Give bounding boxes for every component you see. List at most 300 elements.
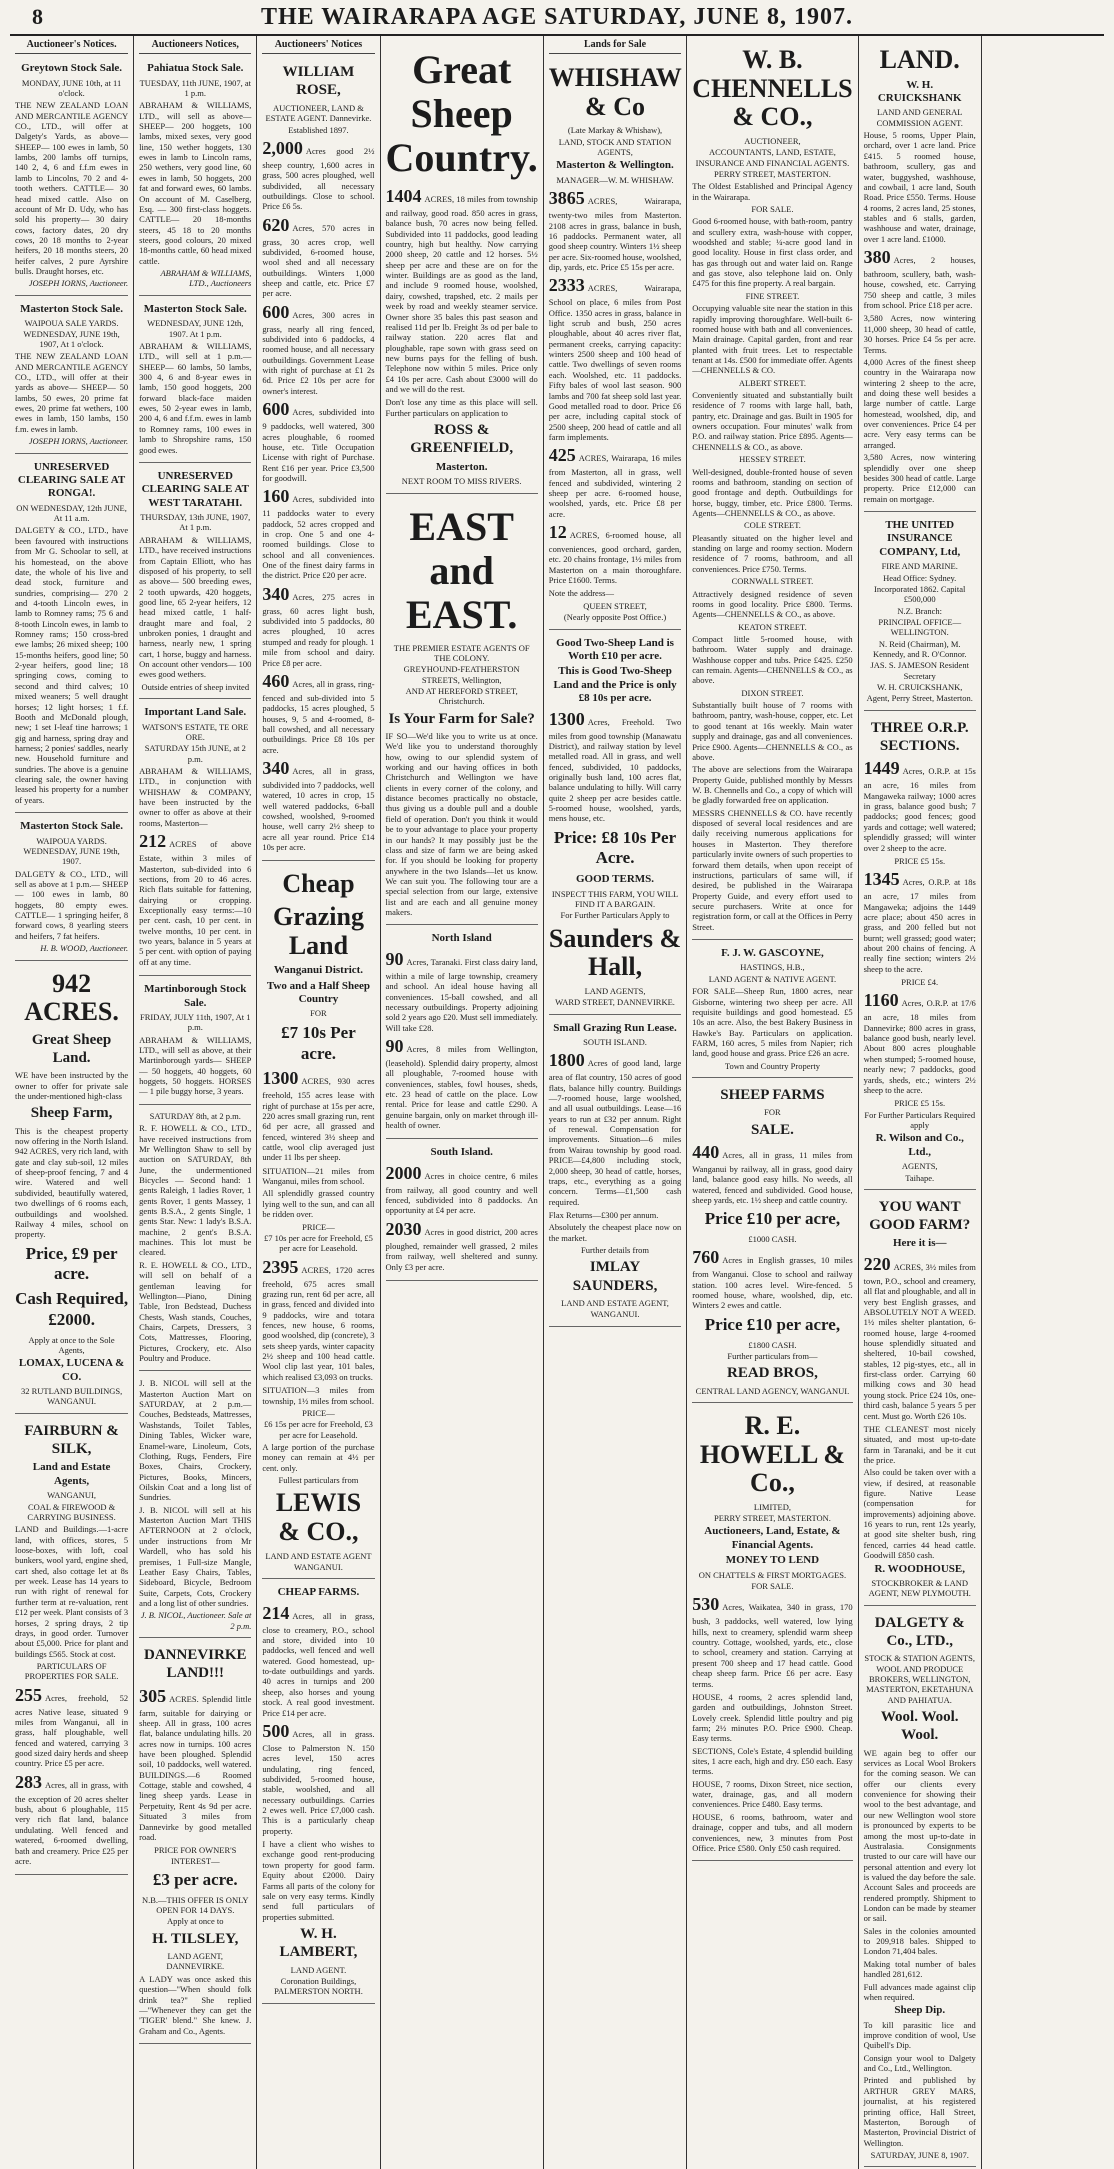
listing	[386, 949, 538, 1033]
ad-body: 3,580 Acres, now wintering 11,000 sheep, 30 head of cattle, 30 horses. Price £4 5s per acre. Terms.	[863, 313, 976, 355]
ad-agent-place: WANGANUI.	[590, 1309, 640, 1320]
howell-co-ad	[692, 1405, 852, 1861]
listing-acres: 2000	[385, 1162, 422, 1183]
ad-title: Martinborough Stock Sale.	[144, 983, 247, 1009]
ad-client: I have a client who wishes to exchange good rent-producing town property for good farm. Equity about £2000. Dairy Farms all parts of the colony for sale on very easy terms. Kindly send full particulars of properties submitted.	[262, 1839, 375, 1922]
east-and-east-ad	[386, 496, 538, 926]
ad-title-2: Grazing Land	[272, 902, 364, 960]
ad-address: NEXT ROOM TO MISS RIVERS.	[401, 476, 522, 487]
ad-tagline: THE PREMIER ESTATE AGENTS OF THE COLONY.	[393, 642, 530, 663]
column-header: Lands for Sale	[549, 39, 681, 54]
listing-text: Acres, Freehold. Two miles from good township (Manawatu District), and railway station by level metalled road. All in grass, and well fenced, subdivided, 10 paddocks, originally bush land, 100 acres flat, balance undulating to hilly. Will carry quite 2 sheep per acre besides cattle. 5-roomed house, woolshed, yards, mens house, etc.	[548, 716, 682, 824]
ad-further: For Further Particulars Required apply	[864, 1109, 976, 1130]
ad-role: LAND, STOCK AND STATION AGENTS,	[558, 136, 672, 158]
ad-agent-place: WANGANUI.	[294, 1561, 343, 1572]
listing	[262, 1068, 374, 1162]
listing	[139, 1686, 251, 1843]
ad-body: Compact little 5-roomed house, with bathroom. Water supply and drainage. Washhouse copper and tubs. Price £425. £250 can remain. Agents—CHENNELLS & CO., as above.	[692, 633, 853, 686]
ad-title: Good Two-Sheep Land is Worth £10 per acre.	[556, 636, 674, 662]
listing-acres: 90	[385, 1035, 404, 1056]
ad-title: W. B. CHENNELLS & CO.,	[692, 45, 853, 132]
chennells-ad	[692, 39, 852, 940]
ad-place: Masterton & Wellington.	[556, 159, 674, 172]
listing	[262, 215, 374, 299]
great-sheep-country-ad	[386, 39, 538, 494]
ad-agent-sub: CENTRAL LAND AGENCY, WANGANUI.	[695, 1385, 850, 1396]
ad-money: MONEY TO LEND	[725, 1554, 820, 1567]
street-heading: ALBERT STREET.	[738, 377, 807, 388]
listing-text: ACRES, Wairarapa, 16 miles from Masterton, all in grass, well fenced and subdivided, wintering 2 sheep per acre. 6-roomed house, woolshed, yards, etc. Price £8 per acre.	[548, 453, 682, 519]
ad-title: UNRESERVED CLEARING SALE AT WEST TARATAHI.	[141, 469, 249, 509]
ad-body: ABRAHAM & WILLIAMS, LTD., in conjunction with WHISHAW & COMPANY, have been instructed by the owner to offer as above at their rooms, Masterton—	[139, 766, 252, 828]
listing-acres: 212	[139, 831, 167, 852]
ad-subtitle: WATSON'S ESTATE, TE ORE ORE.	[142, 721, 249, 742]
listing	[139, 831, 251, 967]
listing	[262, 1603, 374, 1718]
ad-signature: J. B. NICOL, Auctioneer. Sale at 2 p.m.	[140, 1610, 252, 1631]
listing-acres: 2,000	[262, 137, 303, 158]
listing-acres: 380	[863, 247, 891, 268]
listing-acres: 12	[548, 522, 567, 543]
ad-title: DALGETY & Co., LTD.,	[874, 1614, 965, 1649]
listing-acres: 500	[262, 1720, 290, 1741]
ad-agent: READ BROS,	[727, 1365, 818, 1382]
listing-text: ACRES, 1720 acres freehold, 675 acres small grazing run, rent 6d per acre, all in grass, fenced and divided into 9 paddocks, wire and totara fences, new house, 6 rooms, good woolshed, dip (concrete), 3 sets sheep yards, winter capacity 2½ sheep and 100 head cattle. Wool clip last year, 101 bales, which realised £3,093 on trucks.	[262, 1264, 375, 1382]
ad-date: THURSDAY, 13th JUNE, 1907, At 1 p.m.	[140, 512, 251, 533]
greytown-stock-sale	[15, 57, 128, 296]
dannevirke-land-ad	[139, 1640, 251, 2044]
ad-agent-sub: LAND AND ESTATE AGENT	[265, 1550, 372, 1561]
listing-acres: 1800	[548, 1050, 585, 1071]
listing-acres: 1449	[863, 758, 900, 779]
ad-town: Town and Country Property	[724, 1060, 820, 1071]
ad-address: 32 RUTLAND BUILDINGS, WANGANUI.	[20, 1386, 123, 1407]
ad-place: Taihape.	[905, 1172, 935, 1183]
ad-agents: LOMAX, LUCENA & CO.	[18, 1357, 125, 1383]
ad-title: Masterton Stock Sale.	[20, 820, 124, 833]
listing-text: Acres good 2½ sheep country, 1,600 acres in grass, 500 acres ploughed, well subdivided, all necessary outbuildings. Close to school. Price £6 5s.	[262, 145, 375, 212]
ad-body: THE NEW ZEALAND LOAN AND MERCANTILE AGENCY CO., LTD., will offer at Dalgety's Yards, as above— SHEEP— 100 ewes in lamb, 50 lambs, 200 lambs off turnips, 140 2, 4, 6 and f.f.m ewes in lamb to Lincolns, 70 2 and 4-tooth wethers. CATTLE— 30 head mixed cattle. Also on account of Mr D. Udy, who has sold his property— 30 dairy cows, factory dates, 20 dry cows, 20 18 months to 2-year heifers, 20 18 months steers, 20 heifer calves, 2 pure Ayrshire bulls. Draught horses, etc.	[15, 100, 129, 277]
ad-established: Established 1897.	[288, 124, 349, 135]
ad-title: Great Sheep Country.	[385, 47, 538, 180]
ad-title: Pahiatua Stock Sale.	[147, 62, 244, 75]
column-header: Auctioneer's Notices.	[15, 39, 128, 54]
listing-text: Acres, freehold, 52 acres Native lease, situated 9 miles from Wanganui, all in grass, half ploughable, well fenced and watered, carrying 3 good sized dairy herds and sheep country. Price £5 per acre.	[15, 1692, 129, 1769]
ad-selection: The above are selections from the Wairarapa Property Guide, published monthly by Messrs W. B. Chennells and Co., a copy of which will be gladly forwarded free on application.	[692, 764, 853, 806]
ad-title: CHEAP FARMS.	[277, 1586, 360, 1599]
listing-text: Acres, all in grass, ring-fenced and sub-divided into 5 paddocks, 15 acres ploughed, 5 houses, 9, 5 and 4-roomed, 8-ball cowshed, and all necessary outbuildings. Price £8 10s per acre.	[262, 678, 375, 755]
listing-acres: 1300	[262, 1068, 299, 1089]
listing-text: Acres in good district, 200 acres ploughed, remainder well grassed, 2 miles from railway, well sheltered and sunny. Only £3 per acre.	[385, 1226, 538, 1272]
listing	[549, 709, 681, 824]
ad-signature: JOSEPH IORNS, Auctioneer.	[28, 436, 129, 447]
small-grazing-run-ad	[549, 1017, 681, 1327]
ad-title: THE UNITED INSURANCE COMPANY, Ltd,	[879, 518, 961, 558]
ad-inspect: INSPECT THIS FARM, YOU WILL FIND IT A BARGAIN.	[551, 888, 679, 909]
listing-text: ACRES, 3½ miles from town, P.O., school and creamery, all flat and ploughable, and all in very best English grasses, and ABSOLUTELY NOT A WEED. 1½ miles shelter plantation, 6-roomed house, large 4-roomed house splendidly situated and sheltered, 10-bail cowshed, stables, 12 pig-styes, etc., all in first-class order. Carrying 60 milking cows and 30 head young stock. Price £24 10s, one-third cash, balance 5 years 5 per cent. Must go. Worth £26 10s.	[863, 1261, 976, 1421]
listing	[262, 1721, 374, 1836]
ad-role: LAND AND GENERAL COMMISSION AGENT.	[876, 107, 963, 128]
ad-agent: W. H. LAMBERT,	[279, 1925, 358, 1961]
ad-body: SECTIONS, Cole's Estate, 4 splendid building sites, 1 acre each, high and dry. £50 each. Easy terms.	[692, 1745, 853, 1777]
listing-acres: 160	[262, 486, 290, 507]
listing	[262, 671, 374, 755]
listing-text: Acres, O.R.P. at 18s an acre, 17 miles from Mangaweka; adjoins the 1449 acre place; about 450 acres in grass, and 200 felled but not burnt; well grassed; good water; about 200 chains of fencing. A really fine section; winters 2½ sheep to the acre.	[863, 877, 976, 974]
listing-acres: 460	[262, 670, 290, 691]
column-header: Auctioneers' Notices	[262, 39, 374, 54]
listing	[864, 758, 976, 852]
ad-date: ON WEDNESDAY, 12th JUNE, At 11 a.m.	[16, 502, 127, 524]
ad-agent-sub: AGENTS,	[901, 1161, 938, 1172]
listing	[864, 1254, 976, 1421]
ad-date: WAIPOUA YARDS. WEDNESDAY, JUNE 19th, 1907.	[23, 835, 120, 867]
listing-acres: 530	[692, 1594, 720, 1615]
imprint-date: SATURDAY, JUNE 8, 1907.	[870, 2149, 969, 2160]
two-sheep-land-ad	[549, 632, 681, 1015]
masterton-stock-sale	[139, 298, 251, 463]
listing-text: Acres, 300 acres in grass, nearly all ring fenced, subdivided into 6 paddocks, 4 roomed house, and all necessary outbuildings. Government Lease with right of purchase at £1 2s 6d. Price £2 10s per acre for owner's interest.	[262, 309, 375, 396]
ad-body: ABRAHAM & WILLIAMS, LTD., will sell as above— SHEEP— 200 hoggets, 100 lambs, mixed sexes, very good line, 150 wether hoggets, 130 ewes in lamb to Lincoln rams, 250 wethers, very good line, 60 ewes in lamb, 50 hoggets, 200 fat and forward ewes, 60 lambs. On account of M. Caselberg, Esq. — 300 first-class hoggets. CATTLE— 20 18-months steers, 45 18 to 20 months steers, good colours, 20 mixed 18-months cattle, 60 head mixed cattle.	[139, 100, 252, 266]
ad-address-sub: (Nearly opposite Post Office.)	[563, 612, 667, 623]
listing-text: Acres, 570 acres in grass, 30 acres crop, well subdivided, 6-roomed house, wool shed and all necessary outbuildings. Winters 1,000 sheep and cattle, etc. Price £7 per acre.	[262, 222, 375, 299]
column-6	[686, 36, 857, 2169]
ad-date: FRIDAY, JULY 11th, 1907, At 1 p.m.	[140, 1011, 251, 1033]
ad-body: HOUSE, 6 rooms, bathroom, water and drainage, copper and tubs, and all modern conveniences, new, 3 minutes from Post Office. Price £580. Only £50 cash required.	[692, 1811, 853, 1853]
ad-wool: Wool. Wool. Wool.	[880, 1709, 959, 1744]
ad-further: Further particulars from—	[727, 1350, 818, 1361]
pahiatua-stock-sale	[139, 57, 251, 296]
street-heading: COLE STREET.	[743, 520, 801, 531]
ad-manager: MANAGER—W. M. WHISHAW.	[556, 174, 674, 185]
ad-farm: Sheep Farm,	[30, 1105, 113, 1122]
imprint: Printed and published by ARTHUR GREY MARS, journalist, at his registered printing office, Hall Street, Masterton, Borough of Masterton, Provincial District of Wellington.	[863, 2075, 976, 2148]
ad-role: LAND AGENT & NATIVE AGENT.	[708, 973, 837, 984]
listing-text: ACRES, 18 miles from township and railway, good road. 850 acres in grass, balance bush, 70 acres now being felled. Subdivided into 11 paddocks, good leading country, high but healthy. Now carrying 2000 sheep, 20 cattle and 12 horses. 5½ sheep per acre and these are on for the winter. Buildings are as good as the land, and include 9 roomed house, woolshed, dairy, cowshed, trapshed, etc. 2 mails per week by road and weekly steamer service. Owner shore 35 bales this past season and realised 11d per lb. Freight 3s od per bale to railway station. 220 acres flat and ploughable, rape sown with grass seed on new burns pays for the felling of bush. Telephone now within 5 miles. Price only £4 10s per acre. Cash about £3000 will do and we will do the rest.	[385, 194, 538, 395]
ad-role: ACCOUNTANTS, LAND, ESTATE, INSURANCE AND FINANCIAL AGENTS.	[695, 147, 850, 168]
ad-body: J. B. NICOL will sell at the Masterton Auction Mart on SATURDAY, at 2 p.m.—Couches, Bedsteads, Mattresses, Washstands, Toilet Tables, Dining Tables, Wicker ware, Enamel-ware, Linoleum, Cots, Clothing, Rugs, Fenders, Fire Boxes, Chairs, Crockery, Pictures, Books, Mincers, Oilskin Coat and a long list of Sundries.	[139, 1378, 252, 1503]
ad-agent: Saunders & Hall,	[548, 923, 682, 982]
listing-text: Acres, subdivided into 9 paddocks, well watered, 300 acres ploughable, 6 roomed house, etc. Title Occupation License with right of Purchase. Rent £16 per year. Price £3,500 for goodwill.	[262, 407, 375, 483]
ad-address-1: GREYHOUND-FEATHERSTON STREETS, Wellington,	[403, 664, 520, 685]
south-island-listings	[386, 1141, 538, 1280]
ad-here: Here it is—	[892, 1237, 947, 1250]
listing-acres: 2030	[385, 1218, 422, 1239]
listing-acres: 340	[262, 757, 290, 778]
ad-agent-address: LAND AGENT, DANNEVIRKE.	[166, 1951, 225, 1972]
street-heading: CORNWALL STREET.	[731, 576, 814, 587]
ad-subtitle: LIMITED,	[753, 1501, 791, 1512]
ad-title: DANNEVIRKE LAND!!!	[144, 1647, 247, 1682]
ad-agent-address: WARD STREET, DANNEVIRKE.	[555, 997, 675, 1008]
cheap-grazing-ad	[262, 863, 374, 1579]
nicol-auction	[139, 1373, 251, 1638]
ad-place: Masterton.	[435, 460, 488, 473]
ad-place: WANGANUI,	[47, 1490, 97, 1501]
ad-price-label: PRICE—	[302, 1221, 335, 1232]
ad-address-2: AND AT HEREFORD STREET, Christchurch.	[405, 685, 518, 707]
listing-acres: 255	[15, 1684, 42, 1705]
listing-text: ACRES, Wairarapa, School on place, 6 miles from Post Office. 1350 acres in grass, balance in light scrub and bush, 250 acres ploughable, about 40 acres river flat, permanent creeks, carrying capacity: winters 2500 sheep and 100 head of cattle. Two dwellings of seven rooms each. Woolshed, etc. 11 paddocks. Fifty bales of wool last season. 900 lambs and 700 fat sheep sold last year. Good metalled road to door. Price £6 per acre, including capital stock of 2500 sheep, 200 head of cattle and all farm implements.	[548, 283, 682, 442]
william-rose-ad	[262, 57, 374, 861]
listing-acres: 340	[262, 583, 290, 604]
column-5	[543, 36, 686, 2169]
masterton-stock-sale	[15, 298, 128, 454]
ad-body: Pleasantly situated on the higher level and standing on large and roomy section. Modern residence of 7 rooms, bathroom, and all conveniences. Price £750. Terms.	[692, 532, 853, 574]
ad-cleanest: THE CLEANEST most nicely situated, and most up-to-date farm in Taranaki, and be it cut the price.	[863, 1423, 976, 1465]
good-farm-ad	[864, 1192, 976, 1606]
ad-body: WE again beg to offer our services as Local Wool Brokers for the coming season. We can offer our clients every convenience for showing their wool to the best advantage, and our new Wellington wool store is pronounced by experts to be among the most up-to-date in Australasia. Consignments trusted to our care will have our personal attention and every lot is valued the day before the sale. Account Sales and proceeds are rendered promptly. Shipment to London can be made by steamer or sail.	[863, 1747, 976, 1924]
listing-acres: 1345	[863, 869, 900, 890]
column-7	[858, 36, 981, 2169]
ad-agent: LEWIS & CO.,	[275, 1488, 362, 1546]
ad-address: PERRY STREET, MASTERTON.	[713, 168, 831, 179]
ad-title: WHISHAW & Co	[548, 63, 682, 121]
street-heading: HESSEY STREET.	[739, 454, 806, 465]
ad-title: R. E. HOWELL & Co.,	[699, 1410, 846, 1498]
ad-further: Further details from	[581, 1245, 650, 1256]
listing	[692, 1142, 852, 1205]
ad-subtitle: Land and Estate Agents,	[32, 1461, 111, 1487]
listing-text: Acres, all in grass, close to creamery, P.O., school and store, divided into 10 paddocks, well fenced and well watered. Good homestead, up-to-date outbuildings and yards. 40 acres in turnips and 200 sheep, also horses and young stock. A real good investment. Price £14 per acre.	[262, 1610, 375, 1718]
ad-address: PERRY STREET, MASTERTON.	[713, 1513, 831, 1524]
ad-price: PRICE £4.	[901, 977, 939, 988]
ad-body: HOUSE, 7 rooms, Dixon Street, nice section, water, drainage, gas, and all modern conveniences. Price £480. Easy terms.	[692, 1778, 853, 1810]
ad-agent-sub: LAND AGENT.	[290, 1964, 347, 1975]
listing-acres: 3865	[548, 188, 585, 209]
column-3	[256, 36, 379, 2169]
ad-for: FOR	[764, 1107, 781, 1118]
ad-title: Greytown Stock Sale.	[21, 62, 123, 75]
ad-date: SATURDAY 8th, at 2 p.m.	[149, 1110, 241, 1121]
listing-acres: 2395	[262, 1256, 299, 1277]
north-island-listings	[386, 927, 538, 1139]
ad-sales: Sales in the colonies amounted to 209,918 bales. Shipped to London 71,404 bales.	[863, 1925, 976, 1957]
ad-signature: JOSEPH IORNS, Auctioneer.	[28, 278, 129, 289]
ad-people: N. Reid (Chairman), M. Kennedy, and R. O'Connor.	[872, 638, 967, 660]
ad-price: Price: £8 10s Per Acre.	[553, 827, 677, 868]
united-insurance-ad	[864, 514, 976, 711]
ad-advances: Full advances made against clip when required.	[863, 1981, 976, 2002]
ad-body: ABRAHAM & WILLIAMS, LTD., have received instructions from Captain Elliott, who has disposed of his property, to sell as above— 500 breeding ewes, 2 tooth upwards, 420 hoggets, good line, 65 2-year heifers, 12 head mixed cattle, 1 half-draught mare and foal, 2 unbroken ponies, 1 draught and harness, nearly new, 1 spring cart, 1 horse, buggy and harness. On account other vendors— 100 ewes good wethers.	[139, 534, 252, 680]
listing	[549, 445, 681, 519]
ad-making: Making total number of bales handled 281,612.	[863, 1958, 976, 1980]
ad-price: PRICE £5 15s.	[894, 1098, 946, 1109]
ad-title: FAIRBURN & SILK,	[24, 1422, 119, 1458]
ad-oldest: The Oldest Established and Principal Agency in the Wairarapa.	[692, 181, 853, 202]
ad-body: This is the cheapest property now offering in the North Island. 942 ACRES, very rich land, with gate and clay sub-soil, 12 miles of sheep-proof fencing, 7 and 4 wire. Watered and well subdivided, beautifully watered, two dwellings of 6 rooms each, outbuildings and woolshed. Railway 4 miles, school on property.	[15, 1125, 129, 1240]
ad-body: Occupying valuable site near the station in this rapidly improving thoroughfare. Well-built 6-roomed house with bath and all conveniences. Main drainage. Capital garden, front and rear planted with fruit trees. Let to respectable tenant at 14s. £500 for immediate offer. Agents—CHENNELLS & CO.	[692, 303, 853, 376]
ad-price: Price £10 per acre,	[704, 1209, 841, 1229]
listing-acres: 2333	[548, 275, 585, 296]
listing-text: ACRES of above Estate, within 3 miles of Masterton, sub-divided into 6 sections, from 20 to 46 acres. Rich flats suitable for fattening, dairying or cropping. Exceptionally easy terms:—10 per cent. cash, 10 per cent. in twelve months, 10 per cent. in two years, balance in 5 years at 5 per cent. with option of paying off at any time.	[139, 839, 252, 967]
listing	[692, 1247, 852, 1310]
ad-price: Price £10 per acre,	[704, 1314, 841, 1334]
ad-cash: £1800 CASH.	[748, 1339, 797, 1350]
listing	[386, 186, 538, 394]
listing	[262, 399, 374, 483]
ad-title: Masterton Stock Sale.	[20, 302, 124, 315]
listing	[262, 486, 374, 580]
listing-text: Acres in English grasses, 10 miles from Wanganui. Close to school and railway station. 100 acres level. Wire-fenced. 5 roomed house, whare, woolshed, dip, etc. Winters 2 ewes and cattle.	[692, 1255, 853, 1311]
ad-agent-address: Agent, Perry Street, Masterton.	[866, 693, 973, 704]
ad-price: £7 10s Per acre.	[281, 1022, 356, 1063]
ad-cash: Cash Required, £2000.	[15, 1289, 129, 1329]
listing-acres: 1160	[863, 990, 899, 1011]
ad-graze: All splendidly grassed country lying well to the sun, and can all be ridden over.	[262, 1188, 375, 1220]
ad-signature: ABRAHAM & WILLIAMS, LTD., Auctioneers	[160, 268, 252, 289]
ad-price-label: PRICE—	[302, 1407, 335, 1418]
ad-for: FOR	[310, 1008, 327, 1019]
ad-title: Cheap	[282, 869, 355, 899]
ad-signature: H. B. WOOD, Auctioneer.	[40, 943, 129, 954]
listing	[864, 247, 976, 310]
ad-title: WILLIAM ROSE,	[282, 64, 355, 99]
ad-body: THE NEW ZEALAND LOAN AND MERCANTILE AGENCY CO., LTD., will offer at their yards as above— SHEEP— 50 lambs, 50 ewes, 20 prime fat ewes, 20 prime fat wethers, 100 ewes in lamb, 150 lambs, 150 f.m. ewes in lamb.	[15, 351, 129, 434]
listing-acres: 760	[692, 1247, 720, 1268]
ad-price: PRICE £5 15s.	[894, 855, 946, 866]
ad-flax: Flax Returns—£300 per annum.	[548, 1210, 659, 1220]
listing-text: Acres, all in grass, 11 miles from Wanganui by railway, all in grass, good dairy land, balance good easy hills. No weeds, all watered, fenced and subdivided. Good house, sheep yards, etc. 1½ sheep and cattle country.	[692, 1149, 853, 1205]
ad-body: ABRAHAM & WILLIAMS, LTD., will sell as above, at their Martinborough yards— SHEEP— 50 hoggets, 40 hoggets, 60 hoggets, 50 hoggets. HORSES— 1 pile buggy horse, 3 years.	[139, 1034, 252, 1097]
ad-agent: ROSS & GREENFIELD,	[410, 422, 514, 457]
street-heading: DIXON STREET.	[741, 687, 804, 698]
ad-consign: Consign your wool to Dalgety and Co., Ltd., Wellington.	[863, 2052, 976, 2074]
fairburn-silk-ad	[15, 1416, 128, 1875]
ad-agent: W. H. CRUICKSHANK,	[877, 682, 963, 693]
cheap-farms-ad	[262, 1581, 374, 2003]
ad-body: DALGETY & CO., LTD., have been favoured with instructions from Mr G. Schoolar to sell, at his homestead, on the above date, the whole of his live and dead stock, furniture and sundries, comprising— 270 2 and 4-tooth Lincoln ewes, in lamb to Romney rams; 75 6 and 8-tooth Lincoln ewes, in lamb to Romney rams; 150 cross-bred ewe lambs; 26 mixed sheep; 100 15-months heifers, good line; 50 2-year heifers, good line; 18 springing cows, coming to second and third calves; 10 mixed weaners; 5 well draught horses; 12 light horses; 1 f.f. Booth and McDonald plough, new; 1 set I-leaf tine harrows; 1 gig and harness, spring dray and harness; 2 ponies' saddles, nearly new. Household furniture and sundries. The above is a genuine clearing sale, the owner having leased his property for a number of years.	[15, 525, 129, 805]
listing-text: Acres, 2 houses, bathroom, scullery, bath, wash-house, cowshed, etc. Carrying 750 sheep and cattle, 3 miles from school. Price £18 per acre.	[863, 255, 976, 311]
ad-body: Substantially built house of 7 rooms with bathroom, pantry, wash-house, copper, etc. Let to good tenant at 16s weekly. Main water supply and drainage, gas and all conveniences. Price £900. Agents—CHENNELLS & CO., as above.	[692, 700, 853, 762]
ad-body: Attractively designed residence of seven rooms in good locality. Price £800. Terms. Agents—CHENNELLS & CO., as above.	[692, 588, 853, 620]
ad-agent-sub: LAND AGENTS,	[584, 985, 646, 996]
listing-text: Acres, O.R.P. at 15s an acre, 16 miles from Mangaweka railway; 1000 acres in grass, balance good bush; 7 paddocks; good fences; good yards and cottage; well watered; splendidly grassed; will winter over 2 sheep to the acre.	[863, 766, 976, 853]
ad-agent-address: Coronation Buildings, PALMERSTON NORTH.	[274, 1975, 363, 1997]
column-1	[10, 36, 133, 2169]
ad-title: Masterton Stock Sale.	[143, 302, 247, 315]
ad-place: SOUTH ISLAND.	[583, 1037, 647, 1048]
ad-body: IF SO—We'd like you to write us at once. We'd like you to understand thoroughly how, owing to our splendid system of working and our having offices in both Christchurch and Wellington we have clients in every corner of the colony, and distance becomes practically no obstacle, thus giving us a double pull and a double field of operation. Don't you think it would be to your advantage to place your property in our hands? It may possibly just be the class and size of farm we are being asked for. If you should be looking for property anywhere in the two Islands—let us know. We can suit you. The following tour are a special selection from our large, extensive list and are each and all genuine money makers.	[385, 730, 538, 918]
listing-text: Acres, subdivided into 11 paddocks water to every paddock, 52 acres cropped and in crop. One 5 and one 4-roomed buildings. Close to school and all conveniences. One of the finest dairy farms in the district. Price £20 per acre.	[262, 494, 375, 581]
ad-note: Outside entries of sheep invited	[141, 681, 250, 692]
listing	[549, 188, 681, 272]
ad-incorporated: Incorporated 1862. Capital £500,000	[874, 583, 966, 605]
ad-title: LAND.	[879, 45, 960, 74]
ad-agent: R. WOODHOUSE,	[874, 1562, 965, 1575]
ad-note: Note the address—	[548, 588, 614, 599]
ad-body: R. E. HOWELL & CO., LTD., will sell on behalf of a gentleman leaving for Wellington—Piano, Dining Table, Iron Bedstead, Duchess Chests, Wash stands, Couches, Chairs, Carpets, Dressers, 3 Cots, Mattresses, Flooring, Pictures, Crockery, etc. Also Poultry and Produce.	[139, 1259, 252, 1364]
listing-acres: 600	[262, 399, 290, 420]
clearing-sale	[15, 456, 128, 814]
ad-body: Good 6-roomed house, with bath-room, pantry and scullery extra, wash-house with copper, woodshed and stable; ¼-acre good land in good locality. House in first class order, and has gas through out and water laid on. Range and gas stove, also telephone laid on. Only £475 for this fine property. A real bargain.	[692, 216, 853, 289]
ad-subtitle: (Late Markay & Whishaw),	[567, 125, 663, 136]
ad-agent: W. H. CRUICKSHANK	[877, 78, 962, 104]
ad-body: DALGETY & CO., LTD., will sell as above at 1 p.m.— SHEEP— 100 ewes in lamb, 80 hoggets, 80 empty ewes. CATTLE— 1 springing heifer, 8 forward cows, 8 yearling steers and heifers, 7 fat heifers.	[15, 868, 129, 941]
listing-acres: 90	[385, 948, 404, 969]
ad-situation: SITUATION—21 miles from Wanganui, miles from school.	[262, 1165, 375, 1187]
ad-situation: SITUATION—3 miles from township, 1½ miles from school.	[262, 1385, 375, 1406]
ad-note: Don't lose any time as this place will sell. Further particulars on application to	[385, 397, 538, 418]
ad-dip: Sheep Dip.	[894, 2004, 946, 2017]
column-2	[133, 36, 256, 2169]
ad-agent: H. TILSLEY,	[152, 1930, 239, 1947]
listing-text: Acres, O.R.P. at 17/6 an acre, 18 miles from Dannevirke; 800 acres in grass, balance good bush, nearly level. About 800 acres ploughable when stumped; 5-roomed house, nearly new; 7 paddocks, good yards, sheds, etc.; winters 2½ sheep to the acre.	[863, 998, 976, 1095]
ad-agent-sub: LAND AND ESTATE AGENT,	[561, 1298, 669, 1309]
ad-title: North Island	[431, 932, 492, 945]
martinborough-stock-sale	[139, 978, 251, 1105]
listing-acres: 1300	[548, 708, 585, 729]
ad-body: 4,000 Acres of the finest sheep country in the Wairarapa now wintering 2 sheep to the acre, and doing these well besides a large number of cattle. Large homestead, woolshed, dip, and over conveniences. Price £4 per acre. Very easy terms can be arranged.	[863, 356, 976, 450]
listing	[262, 302, 374, 396]
street-heading: FINE STREET.	[745, 290, 800, 301]
ad-messrs: MESSRS CHENNELLS & CO. have recently disposed of several local residences and are daily receiving numerous applications for houses in Masterton. They therefore particularly invite owners of such properties to forward them details, when upon receipt of instructions, particulars of same will, if desired, be published in the Wairarapa Property Guide, and every effort used to secure purchasers. Write at once for registration form, or call at the Offices in Perry Street.	[692, 807, 853, 932]
whishaw-ad	[549, 57, 681, 629]
listing	[386, 1163, 538, 1216]
listing-text: Acres, 275 acres in grass, 60 acres light bush, subdivided into 5 paddocks, 80 acres ploughed, 10 acres stumped and ready for plough. 1 mile from school and dairy. Price £8 per acre.	[262, 591, 375, 668]
listing-text: Acres in choice centre, 6 miles from railway, all good country and well fenced, subdivided into 8 paddocks. An opportunity at £4 per acre.	[385, 1170, 538, 1216]
ad-cash: £1000 CASH.	[748, 1234, 797, 1245]
ad-title: UNRESERVED CLEARING SALE AT RONGA!.	[17, 460, 126, 500]
listing	[15, 1772, 128, 1866]
listing-text: Acres of good land, large area of flat country, 150 acres of good flats, balance hilly country. Buildings—7-roomed house, large woolshed, and all usual outbuildings. Lease—16 years to run at £32 per annum. Right of renewal. Compensation for improvements. Situation—6 miles from Wairau township by good road. PRICE—£4,800 including stock, 2,000 sheep, 30 head of cattle, horses, traps, etc., everything as a going concern. Terms—£1,500 cash required.	[548, 1058, 682, 1207]
ad-agent: R. Wilson and Co., Ltd.,	[875, 1132, 964, 1158]
listing	[864, 869, 976, 974]
listing-acres: 214	[262, 1602, 290, 1623]
column-4	[380, 36, 543, 2169]
listing	[386, 1219, 538, 1272]
ad-particulars: PARTICULARS OF PROPERTIES FOR SALE.	[24, 1660, 119, 1682]
howell-auction	[139, 1107, 251, 1372]
tea-anecdote: A LADY was once asked this question—"When should folk drink tea?" She replied—"Whenever they can get the 'TIGER' blend." She knew. J. Graham and Co., Agents.	[139, 1973, 252, 2036]
listing-acres: 600	[262, 301, 290, 322]
sheep-farms-ad	[692, 1080, 852, 1403]
listing	[15, 1685, 128, 1769]
orp-sections-ad	[864, 713, 976, 1190]
listing	[262, 758, 374, 852]
listing-text: ACRES, 6-roomed house, all conveniences, good orchard, garden, etc. 20 chains frontage, 1½ miles from Masterton on a main thoroughfare. Price £1600. Terms.	[548, 530, 682, 586]
listing	[262, 1257, 374, 1383]
ad-subtitle: AUCTIONEER,	[744, 135, 801, 146]
listing	[864, 990, 976, 1095]
ad-cheapest: Absolutely the cheapest place now on the market.	[548, 1222, 682, 1243]
ad-office: Head Office: Sydney.	[883, 572, 957, 583]
dalgety-stock-sale	[15, 815, 128, 960]
ad-also: Also could be taken over with a view, if desired, at reasonable figure. Native Lease (compensation for improvements) adjoining above. 16 years to run, rent 12s yearly, at good site shelter bush, ring fenced, carries 44 head cattle. Goodwill £850 cash.	[863, 1467, 976, 1561]
ad-date: WEDNESDAY, JUNE 12th, 1907. At 1 p.m.	[147, 318, 244, 339]
ad-title: YOU WANT GOOD FARM?	[869, 1198, 971, 1234]
ad-title: Small Grazing Run Lease.	[553, 1021, 677, 1034]
listing-text: Acres, all in grass, with the exception of 20 acres shelter bush, about 6 ploughable, 115 very rich flat land, balance undulating. Well fenced and watered, 6-roomed dwelling, bath and creamery. Price £25 per acre.	[15, 1779, 129, 1866]
listing-text: Acres, Waikatea, 340 in grass, 170 bush, 3 paddocks, well watered, low lying hills, next to creamery, splendid warm sheep country. Cottage, woolshed, yards, etc., close to school, creamery and station. Carrying at present 700 sheep and 17 head cattle. Good cheap sheep farm. Price £6 per acre. Easy terms.	[692, 1602, 853, 1689]
listing	[262, 584, 374, 668]
listing-acres: 620	[262, 214, 290, 235]
ad-price-label: PRICE FOR OWNER'S INTEREST—	[154, 1845, 237, 1866]
listing-text: Acres, all in grass, subdivided into 7 paddocks, well watered, 10 acres in crop, 15 well watered paddocks, 6-ball cowshed, woolshed, 9-roomed house, well carry 2½ sheep to acre all year round. Price £14 10s per acre.	[262, 765, 375, 853]
ad-body: Conveniently situated and substantially built residence of 7 rooms with large hall, bath, pantry, etc. Drainage and gas. Built in 1905 for owners occupation. Four minutes' walk from P.O. and railway station. Price £895. Agents—CHENNELLS & CO., as above.	[692, 390, 853, 452]
listing-acres: 220	[863, 1253, 891, 1274]
ad-agent: IMLAY SAUNDERS,	[572, 1259, 658, 1294]
ad-title: THREE O.R.P. SECTIONS.	[870, 719, 969, 755]
masthead	[10, 0, 1104, 36]
street-heading: KEATON STREET.	[738, 621, 807, 632]
ad-apply: For Further Particulars Apply to	[560, 910, 670, 921]
taratahi-clearing-sale	[139, 465, 251, 699]
ad-mortgage: A large portion of the purchase money can remain at 4½ per cent. only.	[262, 1441, 375, 1473]
ad-note: N.B.—THIS OFFER IS ONLY OPEN FOR 14 DAYS.	[141, 1894, 249, 1916]
ad-price-detail: £6 15s per acre for Freehold, £3 per acre for Leasehold.	[264, 1419, 373, 1440]
ad-title: Important Land Sale.	[144, 706, 247, 719]
ad-agent-sub: STOCKBROKER & LAND AGENT, NEW PLYMOUTH.	[868, 1577, 971, 1599]
